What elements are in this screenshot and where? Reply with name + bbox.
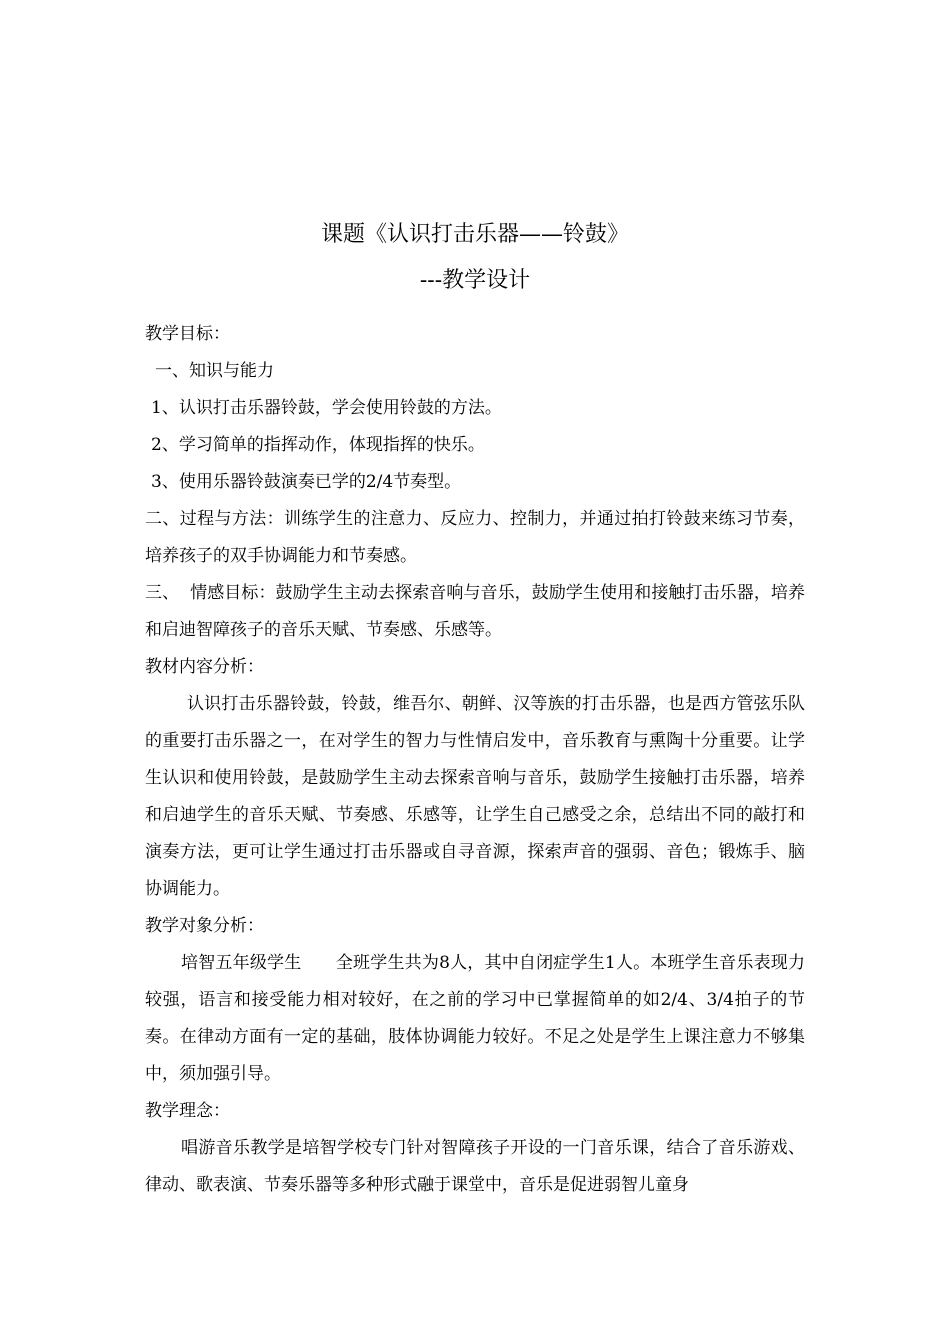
document-subtitle: ---教学设计 <box>419 268 531 293</box>
knowledge-ability-heading: 一、知识与能力 <box>155 361 274 381</box>
student-analysis-paragraph: 培智五年级学生 全班学生共为8人，其中自闭症学生1人。本班学生音乐表现力较强，语言和接受能力相对较好，在之前的学习中已掌握简单的如2/4、3/4拍子的节奏。在律动方面有一定的基础，肢体协调能力较好。不足之处是学生上课注意力不够集中，须加强引导。 <box>145 953 805 1084</box>
objective-item: 1、认识打击乐器铃鼓，学会使用铃鼓的方法。 <box>151 398 502 418</box>
process-method-paragraph: 二、过程与方法：训练学生的注意力、反应力、控制力，并通过拍打铃鼓来练习节奏，培养孩子的双手协调能力和节奏感。 <box>145 509 805 566</box>
philosophy-heading: 教学理念： <box>145 1101 230 1121</box>
document-page <box>145 218 805 1204</box>
objectives-heading: 教学目标： <box>145 324 230 344</box>
objective-item: 3、使用乐器铃鼓演奏已学的2/4节奏型。 <box>151 472 462 492</box>
student-analysis-heading: 教学对象分析： <box>145 916 264 936</box>
objective-item: 2、学习简单的指挥动作，体现指挥的快乐。 <box>151 435 485 455</box>
emotion-goal-paragraph: 三、 情感目标：鼓励学生主动去探索音响与音乐，鼓励学生使用和接触打击乐器，培养和启迪智障孩子的音乐天赋、节奏感、乐感等。 <box>145 583 805 640</box>
philosophy-paragraph: 唱游音乐教学是培智学校专门针对智障孩子开设的一门音乐课，结合了音乐游戏、律动、歌表演、节奏乐器等多种形式融于课堂中，音乐是促进弱智儿童身 <box>145 1138 805 1195</box>
material-analysis-heading: 教材内容分析： <box>145 657 264 677</box>
document-title: 课题《认识打击乐器——铃鼓》 <box>320 222 629 247</box>
material-analysis-paragraph: 认识打击乐器铃鼓，铃鼓，维吾尔、朝鲜、汉等族的打击乐器，也是西方管弦乐队的重要打击乐器之一，在对学生的智力与性情启发中，音乐教育与熏陶十分重要。让学生认识和使用铃鼓，是鼓励学生主动去探索音响与音乐，鼓励学生接触打击乐器，培养和启迪学生的音乐天赋、节奏感、乐感等，让学生自己感受之余，总结出不同的敲打和演奏方法，更可让学生通过打击乐器或自寻音源，探索声音的强弱、音色；锻炼手、脑协调能力。 <box>145 694 805 899</box>
